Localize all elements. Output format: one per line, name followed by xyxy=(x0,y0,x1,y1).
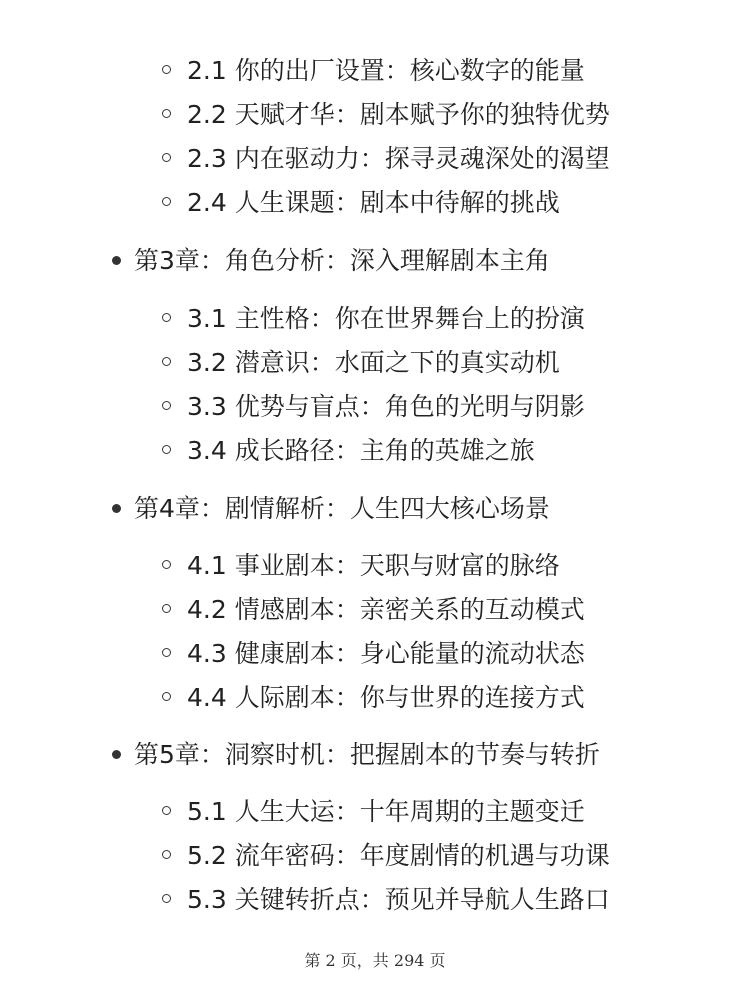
hollow-bullet-icon xyxy=(162,850,171,859)
hollow-bullet-icon xyxy=(162,153,171,162)
toc-subsection-5-2 xyxy=(0,836,750,876)
hollow-bullet-icon xyxy=(162,806,171,815)
toc-subsection-label: 3.2 潜意识：水面之下的真实动机 xyxy=(187,348,560,377)
hollow-bullet-icon xyxy=(162,401,171,410)
toc-subsection-label: 4.3 健康剧本：身心能量的流动状态 xyxy=(187,639,585,668)
filled-bullet-icon xyxy=(112,256,121,265)
toc-subsection-label: 2.3 内在驱动力：探寻灵魂深处的渴望 xyxy=(187,144,610,173)
toc-subsection-2-3 xyxy=(0,139,750,179)
filled-bullet-icon xyxy=(112,504,121,513)
toc-subsection-label: 2.2 天赋才华：剧本赋予你的独特优势 xyxy=(187,100,610,129)
hollow-bullet-icon xyxy=(162,197,171,206)
toc-subsection-4-1 xyxy=(0,546,750,586)
toc-subsection-3-3 xyxy=(0,387,750,427)
toc-chapter-label: 第5章：洞察时机：把握剧本的节奏与转折 xyxy=(134,740,600,769)
toc-chapter-4 xyxy=(0,489,750,529)
toc-subsection-label: 2.1 你的出厂设置：核心数字的能量 xyxy=(187,56,585,85)
toc-subsection-4-3 xyxy=(0,634,750,674)
toc-subsection-2-1 xyxy=(0,51,750,91)
hollow-bullet-icon xyxy=(162,313,171,322)
toc-subsection-label: 3.3 优势与盲点：角色的光明与阴影 xyxy=(187,392,585,421)
toc-subsection-label: 5.1 人生大运：十年周期的主题变迁 xyxy=(187,797,585,826)
toc-subsection-label: 4.2 情感剧本：亲密关系的互动模式 xyxy=(187,595,585,624)
toc-chapter-5 xyxy=(0,735,750,775)
toc-subsection-label: 5.2 流年密码：年度剧情的机遇与功课 xyxy=(187,841,610,870)
toc-subsection-3-4 xyxy=(0,431,750,471)
toc-subsection-3-2 xyxy=(0,343,750,383)
toc-subsection-3-1 xyxy=(0,299,750,339)
toc-subsection-label: 5.3 关键转折点：预见并导航人生路口 xyxy=(187,885,610,914)
hollow-bullet-icon xyxy=(162,445,171,454)
hollow-bullet-icon xyxy=(162,109,171,118)
toc-chapter-label: 第4章：剧情解析：人生四大核心场景 xyxy=(134,494,550,523)
toc-subsection-4-2 xyxy=(0,590,750,630)
hollow-bullet-icon xyxy=(162,65,171,74)
toc-subsection-label: 3.4 成长路径：主角的英雄之旅 xyxy=(187,436,535,465)
toc-subsection-label: 4.4 人际剧本：你与世界的连接方式 xyxy=(187,683,585,712)
toc-chapter-label: 第3章：角色分析：深入理解剧本主角 xyxy=(134,246,550,275)
toc-subsection-5-3 xyxy=(0,880,750,920)
filled-bullet-icon xyxy=(112,750,121,759)
hollow-bullet-icon xyxy=(162,560,171,569)
toc-subsection-label: 4.1 事业剧本：天职与财富的脉络 xyxy=(187,551,560,580)
hollow-bullet-icon xyxy=(162,648,171,657)
hollow-bullet-icon xyxy=(162,894,171,903)
hollow-bullet-icon xyxy=(162,604,171,613)
hollow-bullet-icon xyxy=(162,357,171,366)
toc-chapter-3 xyxy=(0,241,750,281)
toc-subsection-2-4 xyxy=(0,183,750,223)
page-number-footer: 第 2 页，共 294 页 xyxy=(304,951,446,970)
hollow-bullet-icon xyxy=(162,692,171,701)
toc-subsection-4-4 xyxy=(0,678,750,718)
toc-subsection-2-2 xyxy=(0,95,750,135)
toc-subsection-label: 3.1 主性格：你在世界舞台上的扮演 xyxy=(187,304,585,333)
toc-subsection-label: 2.4 人生课题：剧本中待解的挑战 xyxy=(187,188,560,217)
toc-subsection-5-1 xyxy=(0,792,750,832)
